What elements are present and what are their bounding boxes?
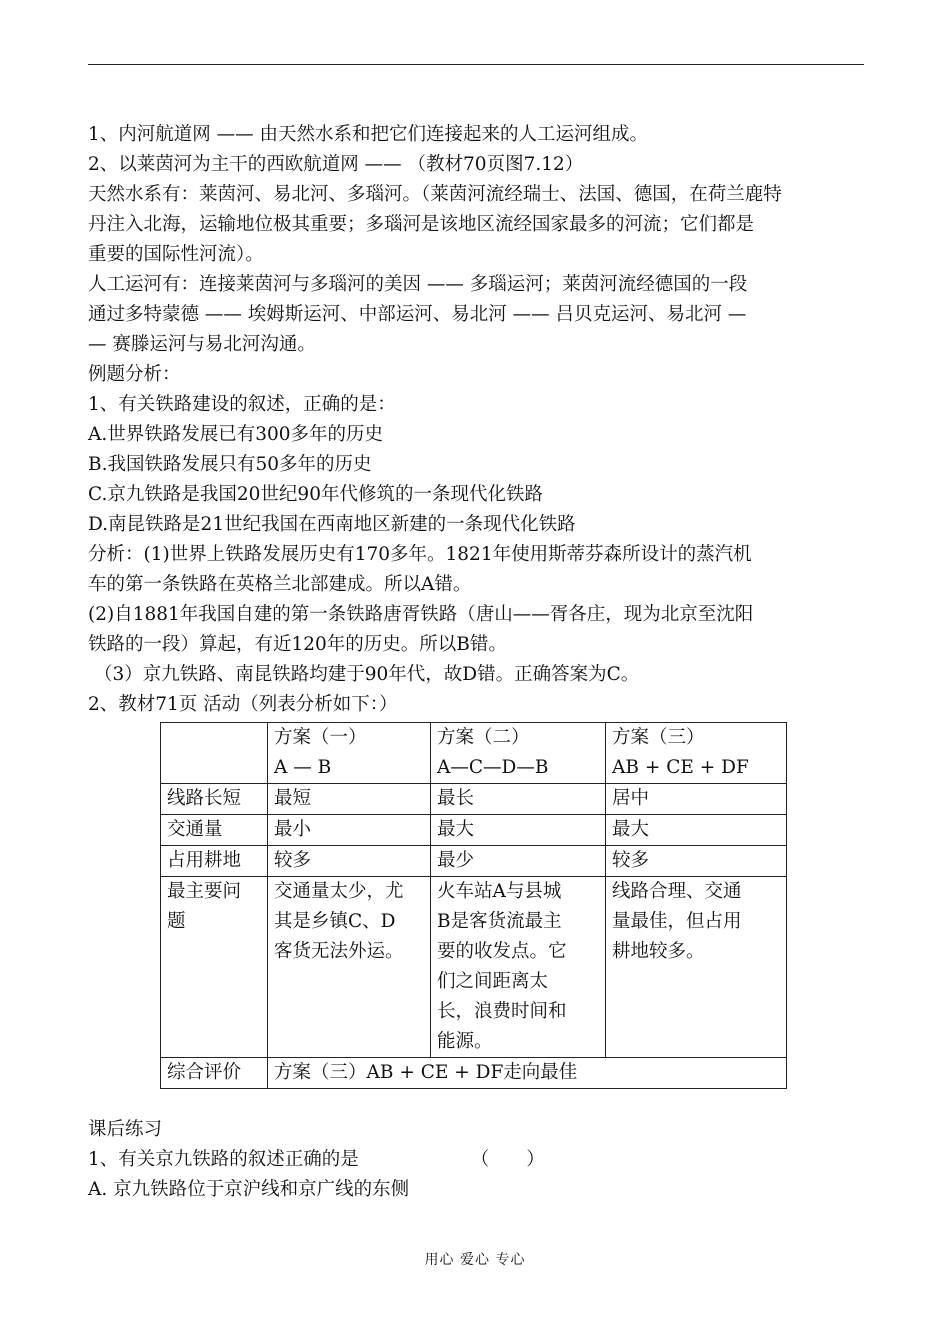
plan1-title: 方案（一） (274, 727, 367, 748)
answer-blank: （ ） (470, 1149, 545, 1170)
row-label: 线路长短 (161, 784, 268, 815)
text-line: 通过多特蒙德 —— 埃姆斯运河、中部运河、易北河 —— 吕贝克运河、易北河 — (88, 304, 747, 325)
text-line: — 赛滕运河与易北河沟通。 (88, 334, 316, 355)
cell-line: 要的收发点。它 (437, 941, 567, 962)
text-line: 人工运河有：连接莱茵河与多瑙河的美因 —— 多瑙运河；莱茵河流经德国的一段 (88, 274, 748, 295)
header-rule (88, 64, 864, 65)
option-b: B.我国铁路发展只有50多年的历史 (88, 454, 372, 475)
text-line: (2)自1881年我国自建的第一条铁路唐胥铁路（唐山——胥各庄，现为北京至沈阳 (88, 604, 754, 625)
table-cell (161, 723, 268, 784)
row-label: 交通量 (161, 815, 268, 846)
text-line: 丹注入北海，运输地位极其重要；多瑙河是该地区流经国家最多的河流；它们都是 (88, 214, 755, 235)
cell-line: 长，浪费时间和 (437, 1001, 567, 1022)
text-line: 分析：(1)世界上铁路发展历史有170多年。1821年使用斯蒂芬森所设计的蒸汽机 (88, 544, 752, 565)
exercise-question (88, 1145, 868, 1175)
row-label: 综合评价 (161, 1058, 268, 1089)
table-cell: 较多 (268, 846, 431, 877)
row-label (161, 877, 268, 1058)
cell-line: 其是乡镇C、D (274, 911, 396, 932)
row-label: 占用耕地 (161, 846, 268, 877)
plan1-route: A — B (274, 757, 332, 778)
table-header-cell (431, 723, 606, 784)
table-cell (268, 877, 431, 1058)
cell-line: B是客货流最主 (437, 911, 562, 932)
table-cell: 方案（三）AB + CE + DF走向最佳 (268, 1058, 787, 1089)
table-cell: 最长 (431, 784, 606, 815)
text-line: （3）京九铁路、南昆铁路均建于90年代，故D错。正确答案为C。 (94, 664, 640, 685)
table-row (161, 815, 787, 846)
question-text: 1、有关京九铁路的叙述正确的是 (88, 1149, 359, 1170)
table-header-row (161, 723, 787, 784)
table-cell: 较多 (606, 846, 787, 877)
label-line: 最主要问 (167, 881, 242, 902)
table-row (161, 846, 787, 877)
document-body (88, 120, 868, 1205)
option-d: D.南昆铁路是21世纪我国在西南地区新建的一条现代化铁路 (88, 514, 576, 535)
cell-line: 能源。 (437, 1031, 493, 1052)
plan-comparison-table (160, 722, 787, 1089)
plan2-title: 方案（二） (437, 727, 530, 748)
table-cell: 最短 (268, 784, 431, 815)
plan2-route: A—C—D—B (437, 757, 549, 778)
table-cell: 最小 (268, 815, 431, 846)
table-header-cell (268, 723, 431, 784)
table-row (161, 877, 787, 1058)
text-line: 1、内河航道网 —— 由天然水系和把它们连接起来的人工运河组成。 (88, 124, 649, 145)
plan3-title: 方案（三） (612, 727, 705, 748)
label-line: 题 (167, 911, 186, 932)
text-line: 铁路的一段）算起，有近120年的历史。所以B错。 (88, 634, 507, 655)
cell-line: 客货无法外运。 (274, 941, 404, 962)
text-line: 2、以莱茵河为主干的西欧航道网 —— （教材70页图7.12） (88, 154, 584, 175)
table-cell (431, 877, 606, 1058)
table-cell (606, 877, 787, 1058)
table-cell: 居中 (606, 784, 787, 815)
text-line: 重要的国际性河流）。 (88, 244, 264, 265)
text-line: 车的第一条铁路在英格兰北部建成。所以A错。 (88, 574, 472, 595)
table-cell: 最少 (431, 846, 606, 877)
table-header-cell (606, 723, 787, 784)
table-row (161, 1058, 787, 1089)
cell-line: 火车站A与县城 (437, 881, 562, 902)
activity-heading: 2、教材71页 活动（列表分析如下：） (88, 694, 398, 715)
table-cell: 最大 (431, 815, 606, 846)
cell-line: 线路合理、交通 (612, 881, 742, 902)
plan3-route: AB + CE + DF (612, 757, 749, 778)
cell-line: 交通量太少，尤 (274, 881, 404, 902)
table-cell: 最大 (606, 815, 787, 846)
cell-line: 们之间距离太 (437, 971, 549, 992)
section-heading: 例题分析： (88, 364, 181, 385)
table-row (161, 784, 787, 815)
cell-line: 耕地较多。 (612, 941, 705, 962)
question-text: 1、有关铁路建设的叙述，正确的是： (88, 394, 396, 415)
exercise-heading: 课后练习 (88, 1119, 163, 1140)
option-a: A. 京九铁路位于京沪线和京广线的东侧 (88, 1179, 410, 1200)
text-line: 天然水系有：莱茵河、易北河、多瑙河。（莱茵河流经瑞士、法国、德国，在荷兰鹿特 (88, 184, 782, 205)
option-c: C.京九铁路是我国20世纪90年代修筑的一条现代化铁路 (88, 484, 543, 505)
page-footer: 用心 爱心 专心 (424, 1252, 526, 1268)
cell-line: 量最佳，但占用 (612, 911, 742, 932)
option-a: A.世界铁路发展已有300多年的历史 (88, 424, 384, 445)
